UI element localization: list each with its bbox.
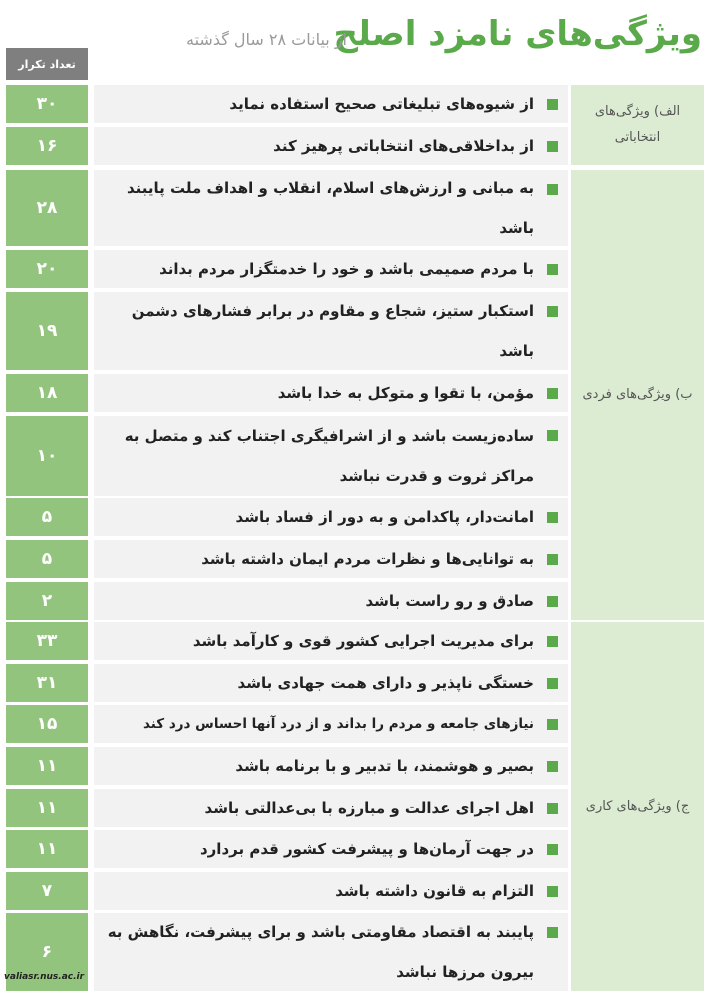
table-row (6, 416, 568, 496)
trait-text: صادق و رو راست باشد (365, 592, 534, 610)
trait-cell (94, 498, 568, 536)
table-row (6, 540, 568, 578)
trait-cell (94, 830, 568, 868)
table-row (6, 374, 568, 412)
page-title: ویژگی‌های نامزد اصلح (333, 14, 702, 54)
trait-cell (94, 374, 568, 412)
bullet-icon (547, 844, 558, 855)
table-row (6, 582, 568, 620)
trait-text: به توانایی‌ها و نظرات مردم ایمان داشته باشد (201, 550, 534, 568)
bullet-icon (547, 141, 558, 152)
trait-text: از شیوه‌های تبلیغاتی صحیح استفاده نماید (229, 95, 534, 113)
trait-text: نیازهای جامعه و مردم را بداند و از درد آنها احساس درد کند (143, 716, 534, 732)
bullet-icon (547, 99, 558, 110)
repeat-count: ۱۱ (6, 789, 88, 827)
trait-cell (94, 622, 568, 660)
table-row (6, 127, 568, 165)
trait-cell (94, 705, 568, 743)
repeat-count: ۱۹ (6, 292, 88, 370)
repeat-count: ۳۱ (6, 664, 88, 702)
trait-text: خستگی ناپذیر و دارای همت جهادی باشد (237, 674, 534, 692)
repeat-count: ۲۸ (6, 170, 88, 246)
bullet-icon (547, 678, 558, 689)
bullet-icon (547, 927, 558, 938)
trait-cell (94, 416, 568, 496)
table-row (6, 250, 568, 288)
trait-text: در جهت آرمان‌ها و پیشرفت کشور قدم بردارد (199, 840, 534, 858)
bullet-icon (547, 886, 558, 897)
trait-text: مؤمن، با تقوا و متوکل به خدا باشد (277, 384, 534, 402)
trait-text: بصیر و هوشمند، با تدبیر و با برنامه باشد (235, 757, 534, 775)
trait-text: امانت‌دار، پاکدامن و به دور از فساد باشد (235, 508, 534, 526)
page-subtitle: از بیانات ۲۸ سال گذشته (186, 30, 347, 49)
table-row (6, 789, 568, 827)
bullet-icon (547, 761, 558, 772)
repeat-count: ۲۰ (6, 250, 88, 288)
table-row (6, 292, 568, 370)
table-row (6, 622, 568, 660)
category-professional: ج) ویژگی‌های کاری (571, 622, 704, 991)
trait-text: از بداخلاقی‌های انتخاباتی پرهیز کند (273, 137, 534, 155)
category-personal: ب) ویژگی‌های فردی (571, 170, 704, 620)
trait-cell (94, 127, 568, 165)
trait-cell (94, 789, 568, 827)
repeat-count: ۲ (6, 582, 88, 620)
trait-text: با مردم صمیمی باشد و خود را خدمتگزار مردم بداند (159, 260, 534, 278)
count-column-header: تعداد تکرار (6, 48, 88, 80)
repeat-count: ۶ (6, 913, 88, 991)
table-row (6, 747, 568, 785)
repeat-count: ۱۶ (6, 127, 88, 165)
bullet-icon (547, 803, 558, 814)
bullet-icon (547, 264, 558, 275)
trait-text: التزام به قانون داشته باشد (335, 882, 534, 900)
trait-text: اهل اجرای عدالت و مبارزه با بی‌عدالتی باشد (204, 799, 534, 817)
trait-cell (94, 250, 568, 288)
repeat-count: ۱۵ (6, 705, 88, 743)
repeat-count: ۷ (6, 872, 88, 910)
trait-cell (94, 540, 568, 578)
table-row (6, 85, 568, 123)
trait-cell (94, 170, 568, 246)
repeat-count: ۱۰ (6, 416, 88, 496)
repeat-count: ۵ (6, 540, 88, 578)
trait-cell (94, 913, 568, 991)
repeat-count: ۳۳ (6, 622, 88, 660)
bullet-icon (547, 184, 558, 195)
bullet-icon (547, 636, 558, 647)
table-row (6, 872, 568, 910)
bullet-icon (547, 512, 558, 523)
trait-cell (94, 85, 568, 123)
table-row (6, 664, 568, 702)
repeat-count: ۱۱ (6, 747, 88, 785)
source-watermark: valiasr.nus.ac.ir (4, 972, 85, 982)
trait-cell (94, 292, 568, 370)
repeat-count: ۳۰ (6, 85, 88, 123)
bullet-icon (547, 430, 558, 441)
trait-text: پایبند به اقتصاد مقاومتی باشد و برای پیشرفت، نگاهش به بیرون مرزها نباشد (107, 923, 534, 981)
repeat-count: ۱۱ (6, 830, 88, 868)
table-row (6, 498, 568, 536)
table-row (6, 913, 568, 991)
table-row (6, 830, 568, 868)
trait-text: استکبار ستیز، شجاع و مقاوم در برابر فشارهای دشمن باشد (131, 302, 534, 360)
category-electoral: الف) ویژگی‌های انتخاباتی (571, 85, 704, 165)
table-row (6, 705, 568, 743)
table-row (6, 170, 568, 246)
trait-text: به مبانی و ارزش‌های اسلام، انقلاب و اهداف ملت پایبند باشد (127, 179, 534, 237)
bullet-icon (547, 596, 558, 607)
trait-cell (94, 582, 568, 620)
bullet-icon (547, 554, 558, 565)
trait-cell (94, 747, 568, 785)
trait-cell (94, 664, 568, 702)
repeat-count: ۱۸ (6, 374, 88, 412)
trait-text: ساده‌زیست باشد و از اشرافیگری اجتناب کند و متصل به مراکز ثروت و قدرت نباشد (124, 427, 534, 485)
bullet-icon (547, 306, 558, 317)
trait-text: برای مدیریت اجرایی کشور قوی و کارآمد باشد (192, 632, 534, 650)
bullet-icon (547, 719, 558, 730)
trait-cell (94, 872, 568, 910)
bullet-icon (547, 388, 558, 399)
repeat-count: ۵ (6, 498, 88, 536)
